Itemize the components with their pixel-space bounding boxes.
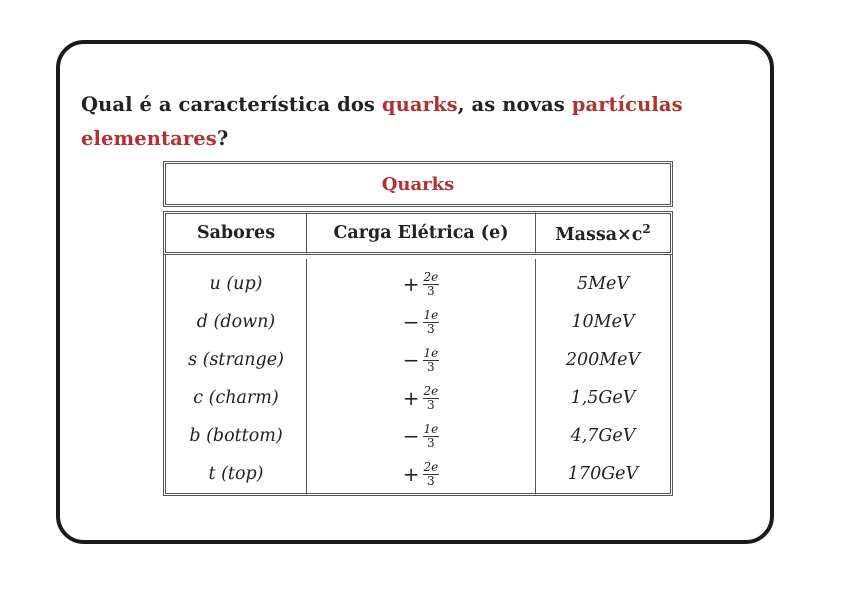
question-part2: , as novas [457,93,572,116]
table-row [163,341,673,379]
charge-numerator: 2e [423,459,439,474]
quarks-table-wrapper [163,161,673,496]
flavor-cell: s (strange) [163,341,307,379]
charge-numerator: 1e [423,345,439,360]
flavor-cell: d (down) [163,303,307,341]
header-mass [536,211,673,255]
table-row [163,417,673,455]
mass-cell: 200MeV [536,341,673,379]
charge-fraction [423,347,440,374]
charge-cell [307,417,536,455]
flavor-cell: c (charm) [163,379,307,417]
charge-denominator: 3 [427,283,435,298]
charge-sign: + [402,386,420,410]
flavor-cell: b (bottom) [163,417,307,455]
flavor-cell: u (up) [163,259,307,303]
charge-cell [307,303,536,341]
question-highlight-particles: partículas elementares [81,93,683,150]
charge-denominator: 3 [427,359,435,374]
charge-fraction [423,423,440,450]
charge-numerator: 1e [423,421,439,436]
question-part1: Qual é a característica dos [81,93,382,116]
header-mass-exponent: 2 [642,221,651,236]
charge-sign: − [402,424,420,448]
mass-cell: 4,7GeV [536,417,673,455]
mass-cell: 170GeV [536,455,673,496]
charge-numerator: 2e [423,269,439,284]
question-highlight-quarks: quarks [381,93,458,116]
charge-sign: − [402,310,420,334]
mass-cell: 10MeV [536,303,673,341]
charge-numerator: 2e [423,383,439,398]
mass-cell: 5MeV [536,259,673,303]
question-text [81,88,721,156]
question-part3: ? [216,127,229,150]
charge-sign: − [402,348,420,372]
table-row [163,455,673,496]
charge-fraction [423,271,440,298]
charge-denominator: 3 [427,321,435,336]
charge-cell [307,379,536,417]
charge-numerator: 1e [423,307,439,322]
flavor-cell: t (top) [163,455,307,496]
charge-denominator: 3 [427,473,435,488]
table-row [163,259,673,303]
charge-sign: + [402,462,420,486]
quarks-table [163,161,673,496]
table-row [163,303,673,341]
charge-cell [307,259,536,303]
header-charge: Carga Elétrica (e) [307,211,536,255]
table-title: Quarks [163,161,673,207]
mass-cell: 1,5GeV [536,379,673,417]
charge-fraction [423,385,440,412]
header-mass-base: Massa×c [555,224,643,245]
charge-cell [307,341,536,379]
header-flavors: Sabores [163,211,307,255]
charge-denominator: 3 [427,435,435,450]
charge-sign: + [402,272,420,296]
charge-fraction [423,309,440,336]
charge-fraction [423,461,440,488]
charge-cell [307,455,536,496]
charge-denominator: 3 [427,397,435,412]
table-row [163,379,673,417]
